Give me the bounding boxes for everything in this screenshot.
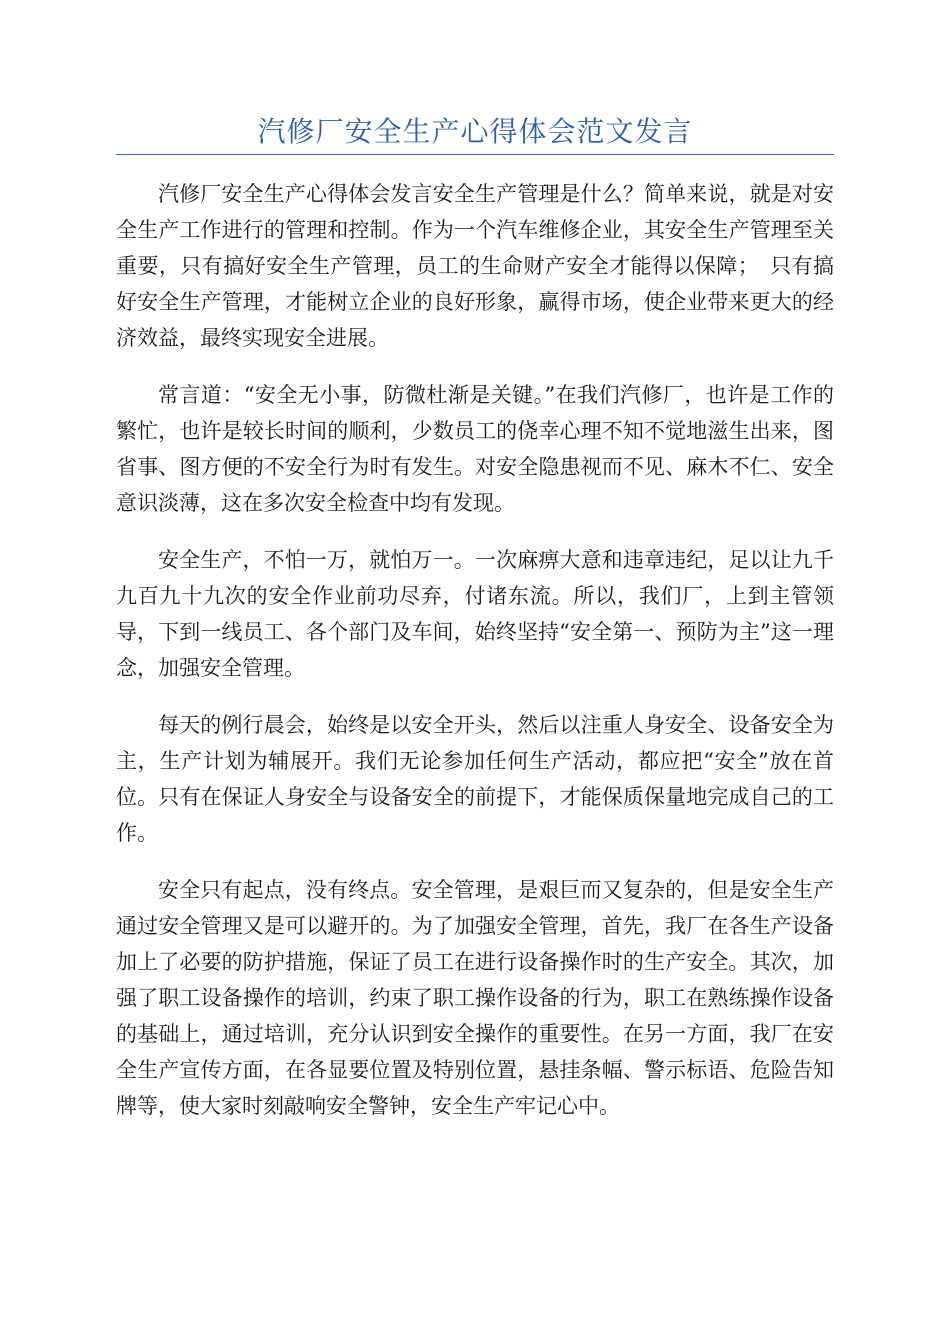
document-body (116, 176, 834, 1145)
document-title: 汽修厂安全生产心得体会范文发言 (257, 115, 693, 148)
paragraph-5: 安全只有起点，没有终点。安全管理，是艰巨而又复杂的，但是安全生产通过安全管理又是可以避开的。为了加强安全管理，首先，我厂在各生产设备加上了必要的防护措施，保证了员工在进行设备操作时的生产安全。其次，加强了职工设备操作的培训，约束了职工操作设备的行为，职工在熟练操作设备的基础上，通过培训，充分认识到安全操作的重要性。在另一方面，我厂在安全生产宣传方面，在各显要位置及特别位置，悬挂条幅、警示标语、危险告知牌等，使大家时刻敲响安全警钟，安全生产牢记心中。 (116, 878, 834, 1118)
paragraph-1: 汽修厂安全生产心得体会发言安全生产管理是什么？简单来说，就是对安全生产工作进行的管理和控制。作为一个汽车维修企业，其安全生产管理至关重要，只有搞好安全生产管理，员工的生命财产安全才能得以保障； 只有搞好安全生产管理，才能树立企业的良好形象，赢得市场，使企业带来更大的经济效益，最终实现安全进展。 (116, 182, 834, 350)
paragraph-2: 常言道：“安全无小事，防微杜渐是关键。”在我们汽修厂，也许是工作的繁忙，也许是较长时间的顺利，少数员工的侥幸心理不知不觉地滋生出来，图省事、图方便的不安全行为时有发生。对安全隐患视而不见、麻木不仁、安全意识淡薄，这在多次安全检查中均有发现。 (116, 383, 834, 515)
paragraph-4: 每天的例行晨会，始终是以安全开头，然后以注重人身安全、设备安全为主，生产计划为辅展开。我们无论参加任何生产活动，都应把“安全”放在首位。只有在保证人身安全与设备安全的前提下，才能保质保量地完成自己的工作。 (116, 713, 834, 845)
title-underline (116, 154, 834, 155)
paragraph-3: 安全生产，不怕一万，就怕万一。一次麻痹大意和违章违纪，足以让九千九百九十九次的安全作业前功尽弃，付诸东流。所以，我们厂，上到主管领导，下到一线员工、各个部门及车间，始终坚持“安全第一、预防为主”这一理念，加强安全管理。 (116, 548, 834, 680)
